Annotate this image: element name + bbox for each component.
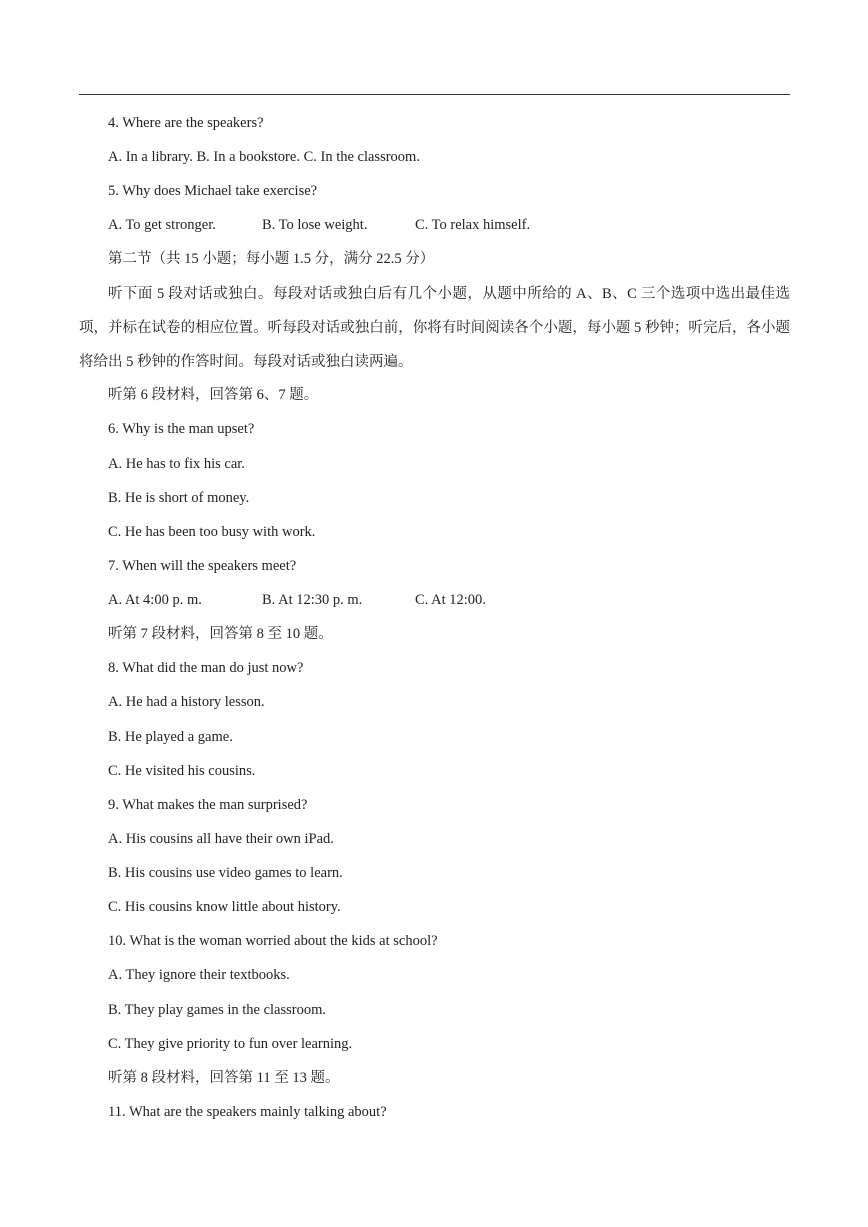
question-5-option-a: A. To get stronger. <box>108 217 216 233</box>
question-6: 6. Why is the man upset? <box>108 421 255 437</box>
question-8-option-c: C. He visited his cousins. <box>108 763 256 779</box>
question-9: 9. What makes the man surprised? <box>108 797 308 813</box>
question-8-option-b: B. He played a game. <box>108 729 233 745</box>
question-4: 4. Where are the speakers? <box>108 115 264 131</box>
question-7-option-c: C. At 12:00. <box>415 592 486 608</box>
question-7: 7. When will the speakers meet? <box>108 558 297 574</box>
question-7-option-a: A. At 4:00 p. m. <box>108 592 202 608</box>
question-5-option-c: C. To relax himself. <box>415 217 531 233</box>
header-rule <box>79 94 790 95</box>
question-9-option-a: A. His cousins all have their own iPad. <box>108 831 334 847</box>
question-4-options: A. In a library. B. In a bookstore. C. In the classroom. <box>108 149 420 165</box>
material-6-heading: 听第 6 段材料，回答第 6、7 题。 <box>108 387 319 403</box>
material-7-heading: 听第 7 段材料，回答第 8 至 10 题。 <box>108 626 333 642</box>
question-5-option-b: B. To lose weight. <box>262 217 368 233</box>
question-8-option-a: A. He had a history lesson. <box>108 694 265 710</box>
question-10: 10. What is the woman worried about the kids at school? <box>108 933 438 949</box>
question-6-option-a: A. He has to fix his car. <box>108 456 245 472</box>
question-9-option-b: B. His cousins use video games to learn. <box>108 865 343 881</box>
question-6-option-c: C. He has been too busy with work. <box>108 524 316 540</box>
section-2-instructions: 听下面 5 段对话或独白。每段对话或独白后有几个小题，从题中所给的 A、B、C 三个选项中选出最佳选项，并标在试卷的相应位置。听每段对话或独白前，你将有时间阅读各个小题，每小题 5 秒钟；听完后，各小题将给出 5 秒钟的作答时间。每段对话或独白读两遍。 <box>79 286 790 370</box>
question-6-option-b: B. He is short of money. <box>108 490 250 506</box>
question-10-option-b: B. They play games in the classroom. <box>108 1002 326 1018</box>
question-10-option-a: A. They ignore their textbooks. <box>108 967 290 983</box>
question-9-option-c: C. His cousins know little about history. <box>108 899 341 915</box>
question-5: 5. Why does Michael take exercise? <box>108 183 318 199</box>
question-8: 8. What did the man do just now? <box>108 660 304 676</box>
material-8-heading: 听第 8 段材料，回答第 11 至 13 题。 <box>108 1070 340 1086</box>
question-11: 11. What are the speakers mainly talking about? <box>108 1104 387 1120</box>
question-7-option-b: B. At 12:30 p. m. <box>262 592 363 608</box>
section-2-heading: 第二节（共 15 小题；每小题 1.5 分，满分 22.5 分） <box>108 251 435 267</box>
question-10-option-c: C. They give priority to fun over learning. <box>108 1036 353 1052</box>
